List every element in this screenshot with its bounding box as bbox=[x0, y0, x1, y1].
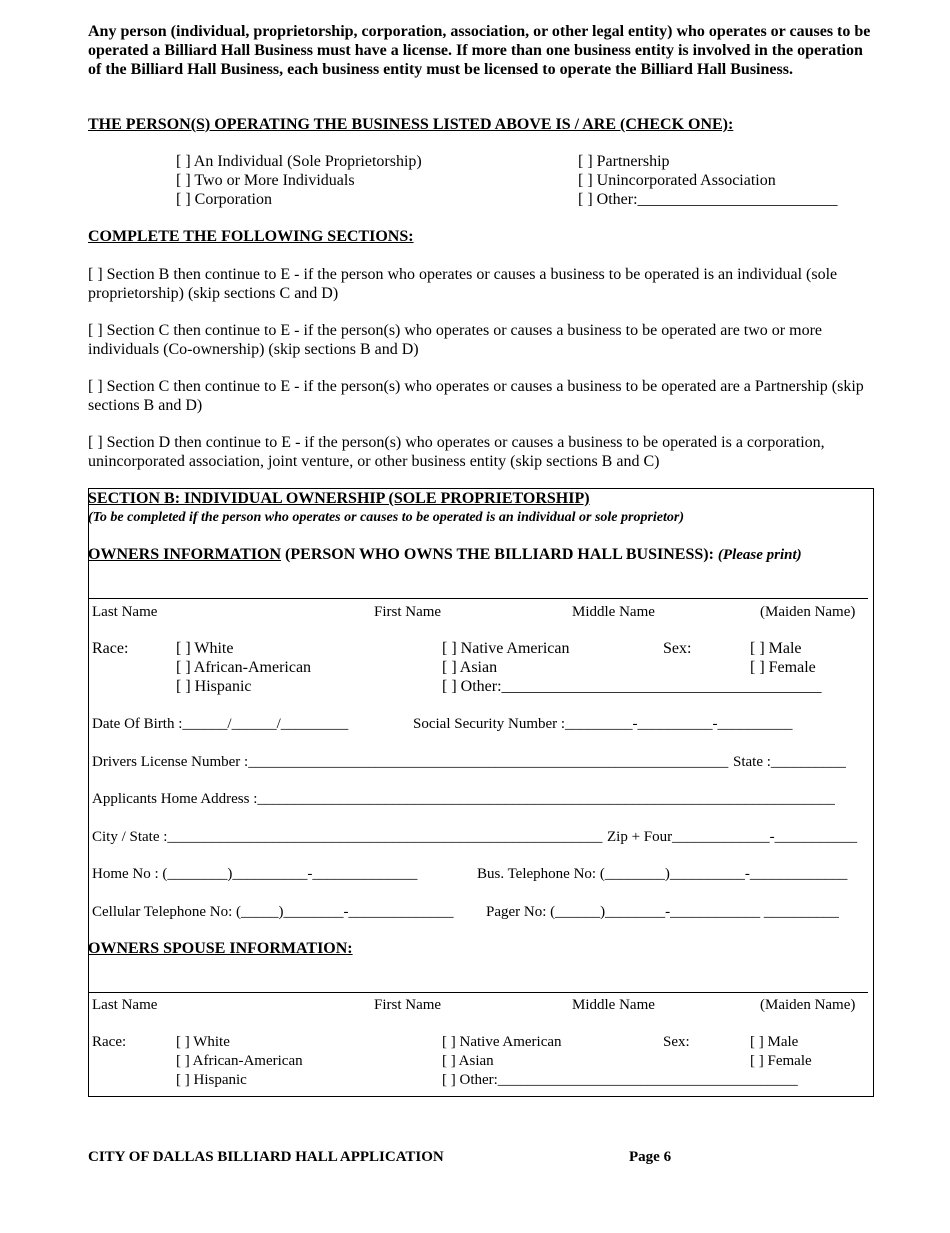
intro-paragraph: Any person (individual, proprietorship, corporation, association, or other legal entity) who operates or causes to be operated a Billiard Hall Business must have a license. If more than one business entity is involved in the operation of the Billiard Hall Business, each business entity must be licensed to operate the Billiard Hall Business. bbox=[88, 23, 871, 78]
spouse-sex-label: Sex: bbox=[663, 1034, 690, 1050]
owner-race-white[interactable]: [ ] White bbox=[176, 640, 234, 657]
business-phone-field[interactable]: Bus. Telephone No: (________)__________-_____________ bbox=[477, 866, 848, 882]
owners-heading bbox=[88, 546, 802, 564]
spouse-race-asian[interactable]: [ ] Asian bbox=[442, 1053, 494, 1069]
drivers-license-field[interactable]: Drivers License Number :________________________________________________________________ bbox=[92, 754, 729, 770]
section-option-c-coownership[interactable]: [ ] Section C then continue to E - if the person(s) who operates or causes a business to be operated are two or more individuals (Co-ownership) (skip sections B and D) bbox=[88, 322, 822, 358]
owner-last-name-label: Last Name bbox=[92, 604, 158, 620]
option-unincorporated[interactable]: [ ] Unincorporated Association bbox=[578, 172, 776, 189]
spouse-name-line[interactable] bbox=[88, 992, 868, 993]
owner-race-african-american[interactable]: [ ] African-American bbox=[176, 659, 312, 676]
section-b-subtitle: (To be completed if the person who operates or causes to be operated is an individual or sole proprietor) bbox=[88, 510, 685, 525]
city-state-field[interactable]: City / State :__________________________________________________________ bbox=[92, 829, 603, 845]
option-partnership[interactable]: [ ] Partnership bbox=[578, 153, 670, 170]
section-option-b[interactable]: [ ] Section B then continue to E - if the person who operates or causes a business to be operated is an individual (sole proprietorship) (skip sections C and D) bbox=[88, 266, 838, 302]
owner-maiden-name-label: (Maiden Name) bbox=[760, 604, 856, 620]
section-option-d[interactable]: [ ] Section D then continue to E - if the person(s) who operates or causes a business to be operated is a corporation, unincorporated association, joint venture, or other business entity (skip sections B and C) bbox=[88, 434, 825, 470]
spouse-last-name-label: Last Name bbox=[92, 997, 158, 1013]
owner-race-hispanic[interactable]: [ ] Hispanic bbox=[176, 678, 252, 695]
owner-sex-female[interactable]: [ ] Female bbox=[750, 659, 816, 676]
owner-name-line[interactable] bbox=[88, 598, 868, 599]
owner-first-name-label: First Name bbox=[374, 604, 442, 620]
spouse-race-label: Race: bbox=[92, 1034, 127, 1050]
owner-sex-male[interactable]: [ ] Male bbox=[750, 640, 802, 657]
spouse-maiden-name-label: (Maiden Name) bbox=[760, 997, 856, 1013]
spouse-race-hispanic[interactable]: [ ] Hispanic bbox=[176, 1072, 247, 1088]
spouse-first-name-label: First Name bbox=[374, 997, 442, 1013]
owner-sex-label: Sex: bbox=[663, 640, 692, 657]
owner-race-asian[interactable]: [ ] Asian bbox=[442, 659, 498, 676]
owners-heading-rest: (PERSON WHO OWNS THE BILLIARD HALL BUSINESS): bbox=[281, 546, 714, 563]
option-other[interactable]: [ ] Other:_________________________ bbox=[578, 191, 838, 208]
spouse-race-native-american[interactable]: [ ] Native American bbox=[442, 1034, 562, 1050]
home-address-field[interactable]: Applicants Home Address :_____________________________________________________________________________ bbox=[92, 791, 835, 807]
option-corporation[interactable]: [ ] Corporation bbox=[176, 191, 272, 208]
footer-title: CITY OF DALLAS BILLIARD HALL APPLICATION bbox=[88, 1149, 444, 1165]
spouse-middle-name-label: Middle Name bbox=[572, 997, 655, 1013]
dl-state-field[interactable]: State :__________ bbox=[733, 754, 846, 770]
owners-heading-note: (Please print) bbox=[717, 547, 802, 563]
owner-race-label: Race: bbox=[92, 640, 129, 657]
owner-middle-name-label: Middle Name bbox=[572, 604, 655, 620]
home-phone-field[interactable]: Home No : (________)__________-______________ bbox=[92, 866, 418, 882]
page-number: Page 6 bbox=[629, 1149, 672, 1165]
section-option-c-partnership[interactable]: [ ] Section C then continue to E - if the person(s) who operates or causes a business to be operated are a Partnership (skip sections B and D) bbox=[88, 378, 864, 414]
owner-race-native-american[interactable]: [ ] Native American bbox=[442, 640, 570, 657]
ssn-field[interactable]: Social Security Number :_________-__________-__________ bbox=[413, 716, 793, 732]
cell-phone-field[interactable]: Cellular Telephone No: (_____)________-______________ bbox=[92, 904, 454, 920]
sections-heading: COMPLETE THE FOLLOWING SECTIONS: bbox=[88, 228, 414, 245]
spouse-race-african-american[interactable]: [ ] African-American bbox=[176, 1053, 303, 1069]
spouse-sex-male[interactable]: [ ] Male bbox=[750, 1034, 799, 1050]
spouse-race-other[interactable]: [ ] Other:________________________________________ bbox=[442, 1072, 798, 1088]
pager-field[interactable]: Pager No: (______)________-____________ __________ bbox=[486, 904, 839, 920]
spouse-heading: OWNERS SPOUSE INFORMATION: bbox=[88, 940, 353, 957]
owners-heading-label: OWNERS INFORMATION bbox=[88, 546, 282, 563]
option-individual[interactable]: [ ] An Individual (Sole Proprietorship) bbox=[176, 153, 422, 170]
section-b-title: SECTION B: INDIVIDUAL OWNERSHIP (SOLE PROPRIETORSHIP) bbox=[88, 490, 590, 507]
zip-field[interactable]: Zip + Four_____________-___________ bbox=[607, 829, 858, 845]
spouse-sex-female[interactable]: [ ] Female bbox=[750, 1053, 812, 1069]
owner-race-other[interactable]: [ ] Other:________________________________________ bbox=[442, 678, 822, 695]
option-two-or-more[interactable]: [ ] Two or More Individuals bbox=[176, 172, 355, 189]
operators-heading: THE PERSON(S) OPERATING THE BUSINESS LISTED ABOVE IS / ARE (CHECK ONE): bbox=[88, 116, 734, 133]
spouse-race-white[interactable]: [ ] White bbox=[176, 1034, 230, 1050]
dob-field[interactable]: Date Of Birth :______/______/_________ bbox=[92, 716, 349, 732]
